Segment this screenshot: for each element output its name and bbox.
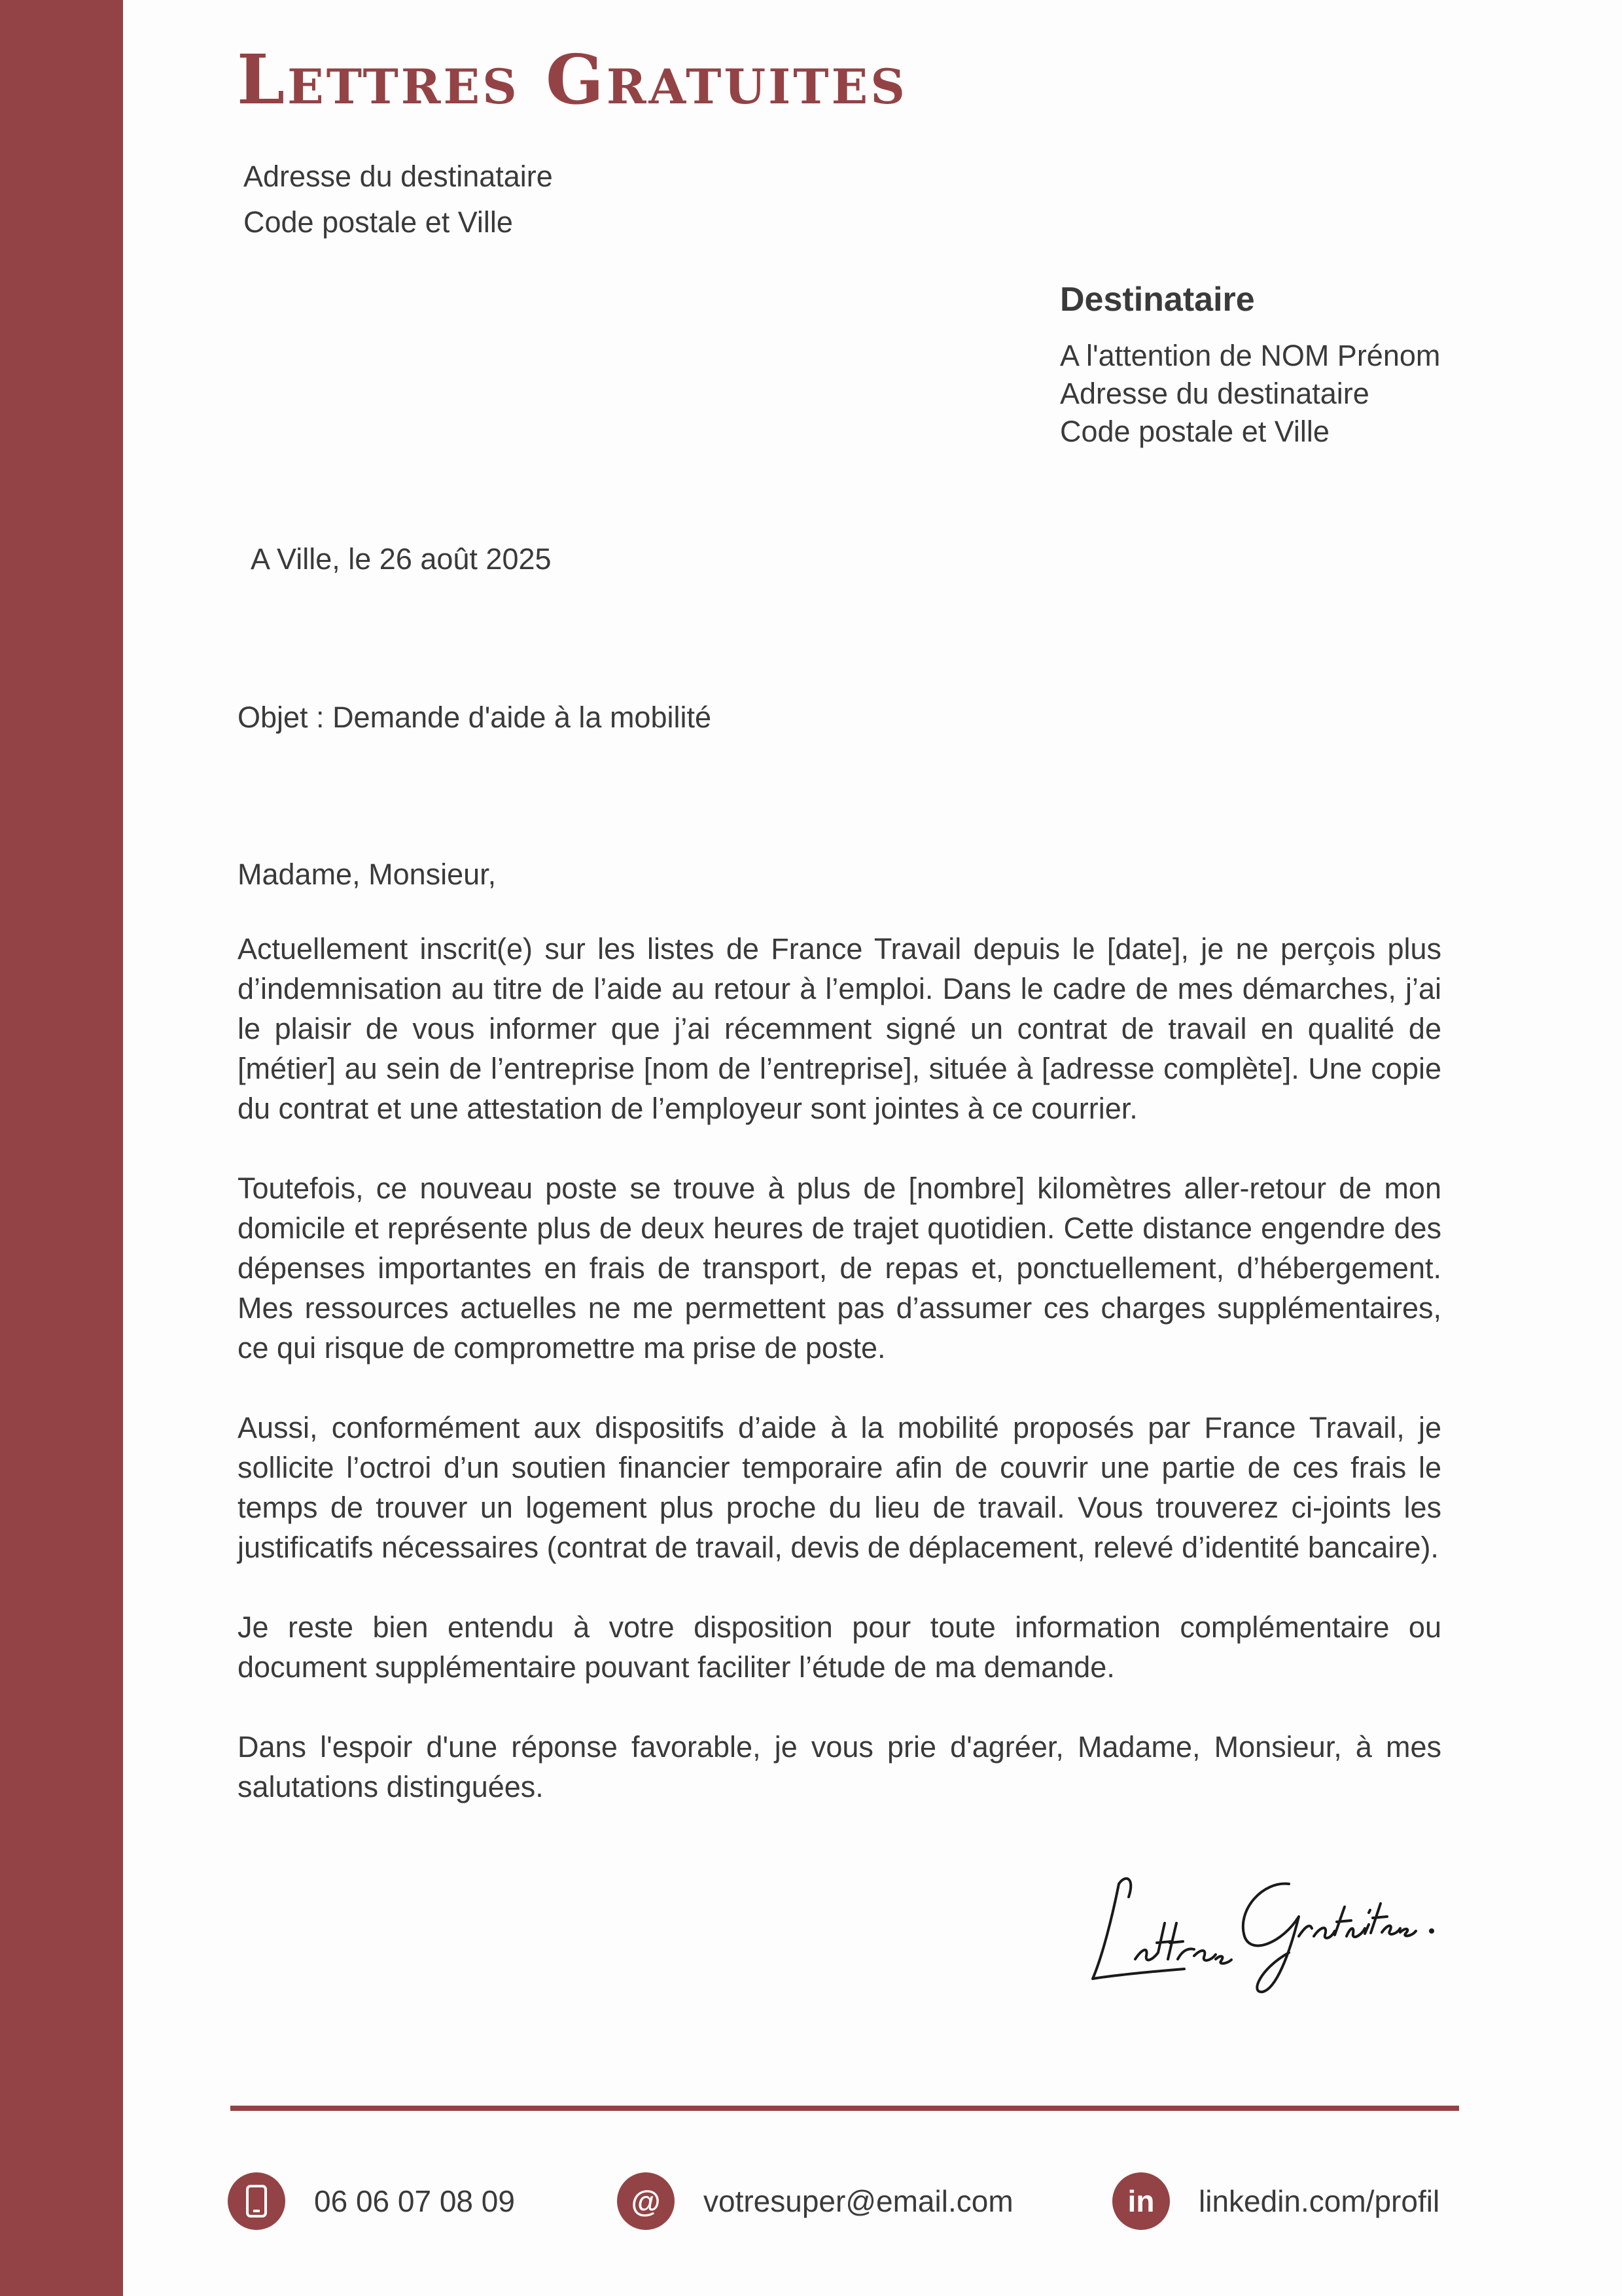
recipient-attention: A l'attention de NOM Prénom: [1060, 339, 1441, 372]
phone-number[interactable]: 06 06 07 08 09: [314, 2184, 515, 2218]
sender-city: Code postale et Ville: [243, 205, 513, 239]
sender-address: Adresse du destinataire: [243, 160, 553, 193]
phone-icon: [228, 2172, 285, 2230]
recipient-city: Code postale et Ville: [1060, 415, 1330, 448]
handwritten-signature: [1073, 1845, 1453, 2002]
footer-divider: [230, 2106, 1459, 2111]
footer-email: [617, 2172, 1014, 2231]
footer-phone: [228, 2172, 515, 2231]
letter-body: [238, 929, 1441, 1847]
body-paragraph: Dans l'espoir d'une réponse favorable, je vous prie d'agréer, Madame, Monsieur, à mes salutations distinguées.: [238, 1730, 1441, 1803]
body-paragraph: Toutefois, ce nouveau poste se trouve à plus de [nombre] kilomètres aller-retour de mon domicile et représente plus de deux heures de trajet quotidien. Cette distance engendre des dépenses importantes en frais de transport, de repas et, ponctuellement, d’hébergement. Mes ressources actuelles ne me permettent pas d’assumer ces charges supplémentaires, ce qui risque de compromettre ma prise de poste.: [238, 1172, 1441, 1365]
brand-title: Lettres Gratuites: [237, 39, 908, 120]
at-icon: @: [617, 2172, 675, 2230]
sender-block: [243, 154, 553, 245]
recipient-block: [1060, 337, 1440, 451]
letter-salutation: Madame, Monsieur,: [238, 858, 497, 891]
email-address[interactable]: votresuper@email.com: [703, 2184, 1014, 2218]
linkedin-url[interactable]: linkedin.com/profil: [1199, 2184, 1440, 2218]
body-paragraph: Je reste bien entendu à votre disposition pour toute information complémentaire ou document supplémentaire pouvant faciliter l’étude de ma demande.: [238, 1610, 1441, 1684]
side-bar: [0, 0, 123, 2296]
letter-date: A Ville, le 26 août 2025: [251, 542, 552, 576]
body-paragraph: Actuellement inscrit(e) sur les listes de France Travail depuis le [date], je ne perçois plus d’indemnisation au titre de l’aide au retour à l’emploi. Dans le cadre de mes démarches, j’ai le plaisir de vous informer que j’ai récemment signé un contrat de travail en qualité de [métier] au sein de l’entreprise [nom de l’entreprise], située à [adresse complète]. Une copie du contrat et une attestation de l’employeur sont jointes à ce courrier.: [238, 932, 1441, 1125]
body-paragraph: Aussi, conformément aux dispositifs d’aide à la mobilité proposés par France Travail, je sollicite l’octroi d’un soutien financier temporaire afin de couvrir une partie de ces frais le temps de trouver un logement plus proche du lieu de travail. Vous trouverez ci-joints les justificatifs nécessaires (contrat de travail, devis de déplacement, relevé d’identité bancaire).: [238, 1411, 1441, 1564]
recipient-address: Adresse du destinataire: [1060, 377, 1369, 410]
footer-linkedin: [1112, 2172, 1439, 2231]
recipient-title: Destinataire: [1060, 281, 1255, 319]
linkedin-icon: in: [1112, 2172, 1170, 2230]
letter-subject: Objet : Demande d'aide à la mobilité: [238, 701, 711, 734]
